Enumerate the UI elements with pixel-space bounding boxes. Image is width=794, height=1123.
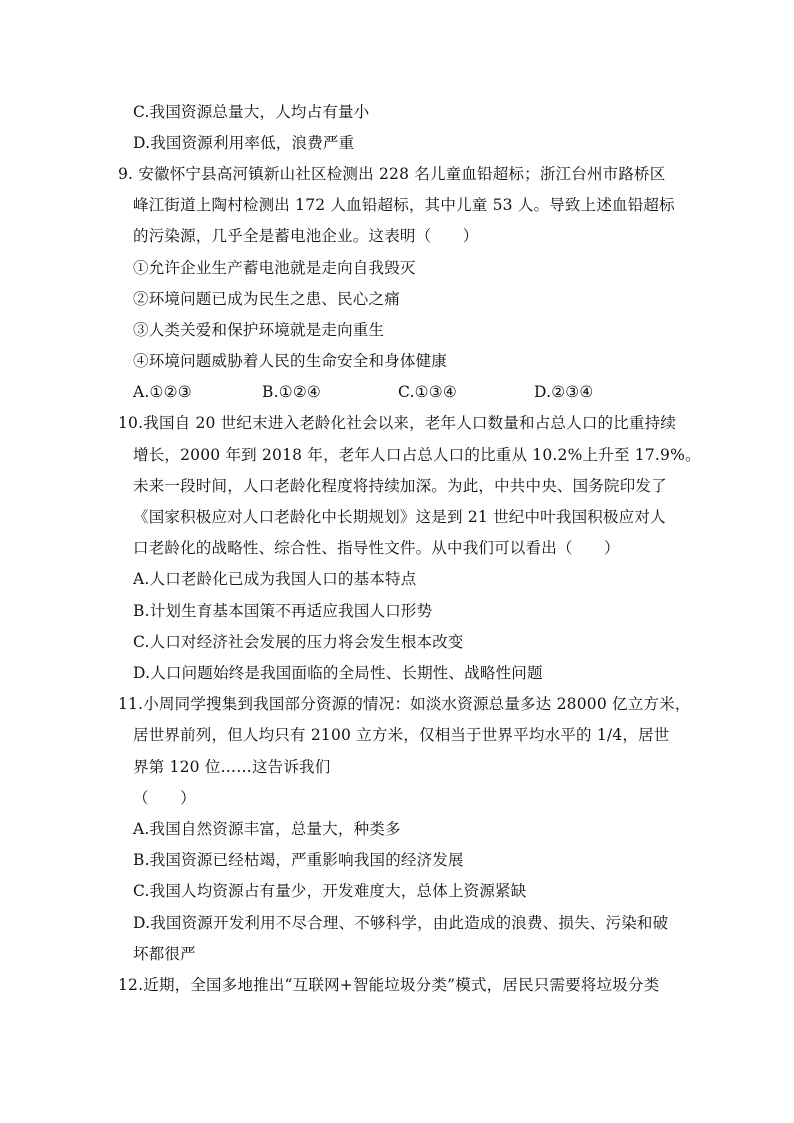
q11-stem-line: 11.小周同学搜集到我国部分资源的情况：如淡水资源总量多达 28000 亿立方米， — [118, 695, 691, 713]
q12-stem-line: 12.近期，全国多地推出“互联网+智能垃圾分类”模式，居民只需要将垃圾分类 — [118, 976, 660, 994]
q10-stem-line: 未来一段时间，人口老龄化程度将持续加深。为此，中共中央、国务院印发了 — [133, 477, 667, 495]
q11-option-d: D.我国资源开发利用不尽合理、不够科学，由此造成的浪费、损失、污染和破 — [133, 914, 669, 932]
q8-option-c: C.我国资源总量大，人均占有量小 — [133, 103, 370, 121]
q11-option-b: B.我国资源已经枯竭，严重影响我国的经济发展 — [133, 851, 464, 869]
q10-stem-line: 增长，2000 年到 2018 年，老年人口占总人口的比重从 10.2%上升至 17.9%。 — [133, 446, 701, 464]
q9-stem-line: 峰江街道上陶村检测出 172 人血铅超标，其中儿童 53 人。导致上述血铅超标 — [133, 196, 675, 214]
q8-option-d: D.我国资源利用率低，浪费严重 — [133, 134, 355, 152]
q9-option-d: D.②③④ — [534, 383, 594, 401]
q9-statement: ③人类关爱和保护环境就是走向重生 — [133, 321, 385, 339]
q10-option-a: A.人口老龄化已成为我国人口的基本特点 — [133, 570, 417, 588]
q9-stem-line: 9. 安徽怀宁县高河镇新山社区检测出 228 名儿童血铅超标；浙江台州市路桥区 — [118, 165, 666, 183]
q9-stem-line: 的污染源，几乎全是蓄电池企业。这表明（ ） — [133, 227, 479, 245]
q9-statement: ①允许企业生产蓄电池就是走向自我毁灭 — [133, 259, 416, 277]
q9-statement: ④环境问题威胁着人民的生命安全和身体健康 — [133, 352, 448, 370]
q10-stem-line: 口老龄化的战略性、综合性、指导性文件。从中我们可以看出（ ） — [133, 539, 620, 557]
q11-option-a: A.我国自然资源丰富，总量大，种类多 — [133, 820, 401, 838]
q10-option-d: D.人口问题始终是我国面临的全局性、长期性、战略性问题 — [133, 664, 543, 682]
q9-statement: ②环境问题已成为民生之患、民心之痛 — [133, 290, 400, 308]
q9-option-a: A.①②③ — [133, 383, 192, 401]
q11-stem-line: 界第 120 位……这告诉我们 — [133, 758, 331, 776]
q11-stem-line: 居世界前列，但人均只有 2100 立方米，仅相当于世界平均水平的 1/4，居世 — [133, 726, 670, 744]
q11-option-c: C.我国人均资源占有量少，开发难度大，总体上资源紧缺 — [133, 882, 527, 900]
q10-stem-line: 10.我国自 20 世纪末进入老龄化社会以来，老年人口数量和占总人口的比重持续 — [118, 414, 677, 432]
q9-option-c: C.①③④ — [398, 383, 457, 401]
q10-stem-line: 《国家积极应对人口老龄化中长期规划》这是到 21 世纪中叶我国积极应对人 — [133, 508, 666, 526]
q11-option-d-continued: 坏都很严 — [133, 945, 196, 963]
q9-option-b: B.①②④ — [262, 383, 322, 401]
q10-option-b: B.计划生育基本国策不再适应我国人口形势 — [133, 602, 433, 620]
q10-option-c: C.人口对经济社会发展的压力将会发生根本改变 — [133, 633, 464, 651]
q11-answer-blank: （ ） — [133, 789, 196, 807]
